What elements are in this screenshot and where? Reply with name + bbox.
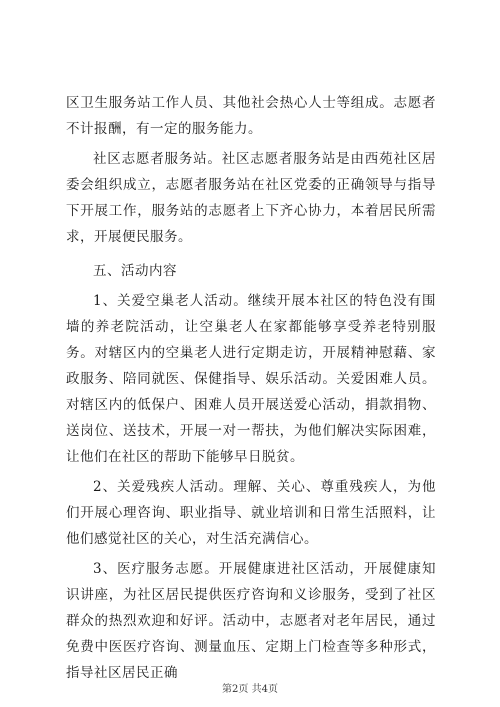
section-heading-activities: 五、活动内容: [93, 263, 177, 279]
paragraph-medical-service: 3、医疗服务志愿。开展健康进社区活动，开展健康知识讲座，为社区居民提供医疗咨询和义诊服务，受到了社区群众的热烈欢迎和好评。活动中，志愿者对老年居民，通过免费中医医疗咨询、测量血压、定期上门检查等多种形式，指导社区居民正确: [66, 561, 436, 681]
paragraph-volunteer-station: 社区志愿者服务站。社区志愿者服务站是由西苑社区居委会组织成立，志愿者服务站在社区党委的正确领导与指导下开展工作，服务站的志愿者上下齐心协力，本着居民所需求，开展便民服务。: [66, 151, 436, 245]
page-footer: [0, 680, 500, 695]
paragraph-empty-nest-elderly: 1、关爱空巢老人活动。继续开展本社区的特色没有围墙的养老院活动，让空巢老人在家都能够享受养老特别服务。对辖区内的空巢老人进行定期走访，开展精神慰藉、家政服务、陪同就医、保健指导、娱乐活动。关爱困难人员。对辖区内的低保户、困难人员开展送爱心活动，捐款捐物、送岗位、送技术，开展一对一帮扶，为他们解决实际困难，让他们在社区的帮助下能够早日脱贫。: [66, 293, 436, 465]
paragraph-volunteer-composition: 区卫生服务站工作人员、其他社会热心人士等组成。志愿者不计报酬，有一定的服务能力。: [66, 95, 436, 137]
document-body: [66, 90, 436, 686]
paragraph-disabled-care: 2、关爱残疾人活动。理解、关心、尊重残疾人，为他们开展心理咨询、职业指导、就业培训和日常生活照料，让他们感觉社区的关心，对生活充满信心。: [66, 479, 436, 547]
page-number-label: 第2页 共4页: [222, 684, 278, 695]
